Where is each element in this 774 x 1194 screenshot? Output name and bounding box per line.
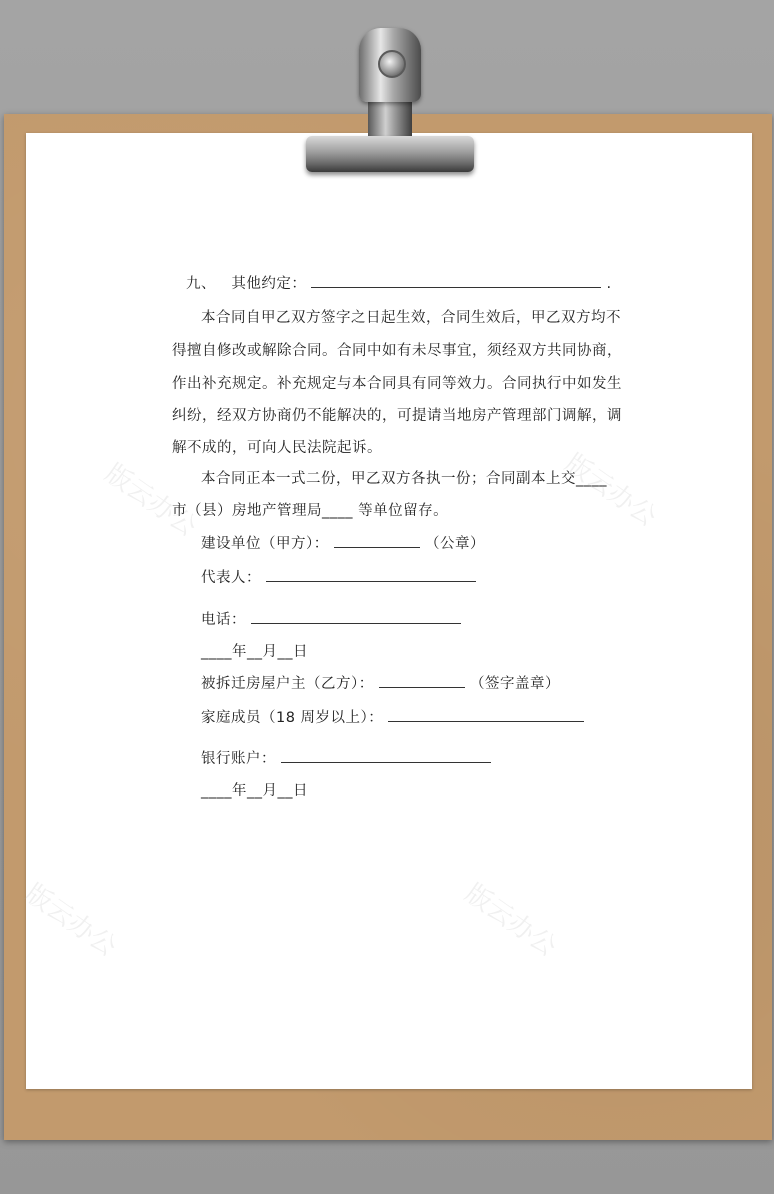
other-terms-blank — [311, 273, 601, 288]
family-blank — [388, 707, 584, 722]
section-label: 其他约定： — [231, 276, 307, 292]
party-b-label: 被拆迁房屋户主（乙方）： — [201, 676, 374, 692]
phone-blank — [251, 609, 461, 624]
party-b-line — [201, 672, 560, 693]
party-a-blank — [334, 533, 420, 548]
family-line — [201, 706, 584, 727]
representative-line — [201, 566, 476, 587]
section-number: 九、 — [186, 276, 216, 292]
date-line-1: ____年__月__日 — [201, 644, 308, 660]
clip-base — [306, 136, 474, 172]
bank-blank — [281, 748, 491, 763]
bank-line — [201, 747, 491, 768]
paragraph-line: 解不成的，可向人民法院起诉。 — [172, 440, 382, 456]
phone-line — [201, 608, 461, 629]
section-heading — [186, 272, 612, 293]
party-a-line — [201, 532, 485, 553]
section-end: . — [606, 276, 612, 292]
date-line-2: ____年__月__日 — [201, 783, 308, 799]
paragraph-line: 本合同自甲乙双方签字之日起生效，合同生效后，甲乙双方均不 — [201, 310, 621, 326]
representative-label: 代表人： — [201, 570, 261, 586]
party-b-seal: （签字盖章） — [469, 676, 560, 692]
paragraph-line: 纠纷，经双方协商仍不能解决的，可提请当地房产管理部门调解，调 — [172, 408, 622, 424]
party-a-seal: （公章） — [424, 536, 485, 552]
paragraph-line: 市（县）房地产管理局____ 等单位留存。 — [172, 503, 449, 519]
party-b-blank — [379, 673, 465, 688]
paragraph-line: 本合同正本一式二份，甲乙双方各执一份；合同副本上交____ — [201, 471, 607, 487]
paragraph-line: 作出补充规定。补充规定与本合同具有同等效力。合同执行中如发生 — [172, 376, 622, 392]
party-a-label: 建设单位（甲方）： — [201, 536, 329, 552]
representative-blank — [266, 567, 476, 582]
family-label: 家庭成员（18 周岁以上）： — [201, 710, 384, 726]
paragraph-line: 得擅自修改或解除合同。合同中如有未尽事宜，须经双方共同协商， — [172, 343, 622, 359]
bank-label: 银行账户： — [201, 751, 276, 767]
clip-rivet-icon — [378, 50, 406, 78]
phone-label: 电话： — [201, 612, 246, 628]
